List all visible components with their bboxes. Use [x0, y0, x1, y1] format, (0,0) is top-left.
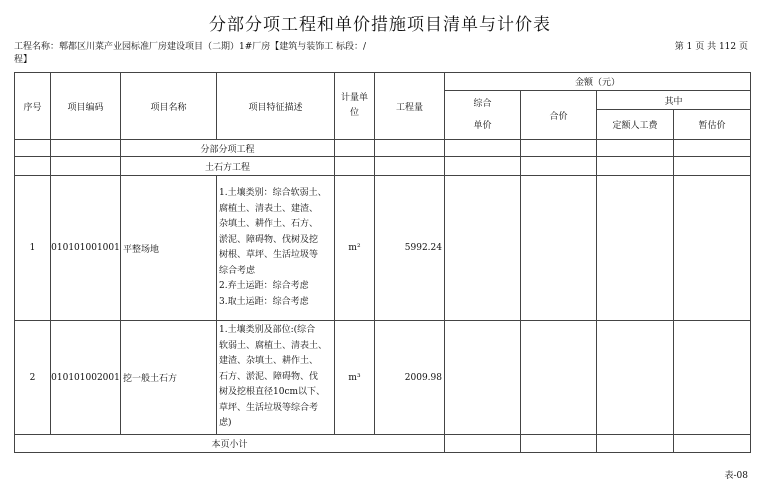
item-code: 010101001001 — [51, 176, 121, 321]
header-total: 合价 — [521, 91, 597, 140]
group-label: 分部分项工程 — [121, 140, 335, 157]
header-composite-line1: 综合 — [473, 99, 492, 109]
feature-line: 腐植土、清表土、建渣、 — [219, 203, 319, 214]
item-provisional — [674, 321, 751, 435]
project-name: 郫都区川菜产业园标准厂房建设项目（二期）1#厂房【建筑与装饰工程】 — [14, 42, 334, 65]
item-unit: m³ — [335, 321, 375, 435]
page-title: 分部分项工程和单价措施项目清单与计价表 — [209, 15, 551, 35]
feature-line: 杂填土、耕作土、石方、 — [219, 219, 319, 229]
item-features — [217, 176, 335, 321]
item-composite-price — [445, 321, 521, 435]
header-unit — [335, 73, 375, 140]
item-provisional — [674, 176, 751, 321]
feature-line: 3.取土运距：综合考虑 — [219, 296, 309, 307]
feature-line: 软弱土、腐植土、清表土、 — [219, 340, 328, 351]
item-quantity: 5992.24 — [375, 176, 445, 321]
header-composite-line2: 单价 — [473, 121, 492, 131]
bill-of-quantities-table — [14, 72, 751, 453]
header-amount: 金额（元） — [445, 73, 751, 91]
item-name: 挖一般土石方 — [121, 321, 217, 435]
feature-line: 树及挖根直径10cm以下、 — [219, 387, 326, 398]
table-row — [15, 321, 751, 435]
header-quantity: 工程量 — [375, 73, 445, 140]
header-unit-line2: 位 — [349, 108, 359, 118]
item-composite-price — [445, 176, 521, 321]
subtotal-label: 本页小计 — [15, 435, 445, 453]
feature-line: 树根、草坪、生活垃圾等 — [219, 250, 319, 260]
header-labor-cost: 定额人工费 — [597, 110, 674, 140]
group-row — [15, 140, 751, 157]
section-block — [336, 41, 366, 54]
section-value: / — [363, 42, 367, 52]
header-row-1 — [15, 73, 751, 91]
feature-line: 建渣、杂填土、耕作土、 — [219, 356, 319, 367]
item-seq: 1 — [15, 176, 51, 321]
feature-line: 1.土壤类别及部位:(综合 — [219, 325, 316, 336]
feature-line: 虑) — [219, 418, 232, 429]
table-row — [15, 176, 751, 321]
feature-line: 石方、淤泥、障碍物、伐 — [219, 371, 319, 382]
feature-line: 2.弃土运距：综合考虑 — [219, 281, 309, 291]
page-counter: 第 1 页 共 112 页 — [674, 42, 748, 52]
group-label: 土石方工程 — [121, 157, 335, 176]
header-feature: 项目特征描述 — [217, 73, 335, 140]
header-name: 项目名称 — [121, 73, 217, 140]
item-quantity: 2009.98 — [375, 321, 445, 435]
item-total — [521, 321, 597, 435]
item-labor-cost — [597, 176, 674, 321]
item-seq: 2 — [15, 321, 51, 435]
header-code: 项目编码 — [51, 73, 121, 140]
header-including: 其中 — [597, 91, 751, 110]
item-unit: m² — [335, 176, 375, 321]
item-code: 010101002001 — [51, 321, 121, 435]
header-provisional: 暂估价 — [674, 110, 751, 140]
item-total — [521, 176, 597, 321]
feature-line: 草坪、生活垃圾等综合考 — [219, 402, 319, 413]
section-label: 标段： — [336, 42, 364, 52]
item-name: 平整场地 — [121, 176, 217, 321]
form-code: 表-08 — [724, 471, 748, 481]
feature-line: 1.土壤类别：综合软弱土、 — [219, 188, 327, 198]
header-seq: 序号 — [15, 73, 51, 140]
header-unit-line1: 计量单 — [340, 93, 368, 103]
item-features — [217, 321, 335, 435]
project-label: 工程名称： — [14, 42, 60, 52]
project-name-block — [14, 41, 334, 67]
header-composite-price — [445, 91, 521, 140]
feature-line: 淤泥、障碍物、伐树及挖 — [219, 234, 319, 245]
item-labor-cost — [597, 321, 674, 435]
subtotal-row — [15, 435, 751, 453]
feature-line: 综合考虑 — [219, 265, 256, 276]
group-row — [15, 157, 751, 176]
